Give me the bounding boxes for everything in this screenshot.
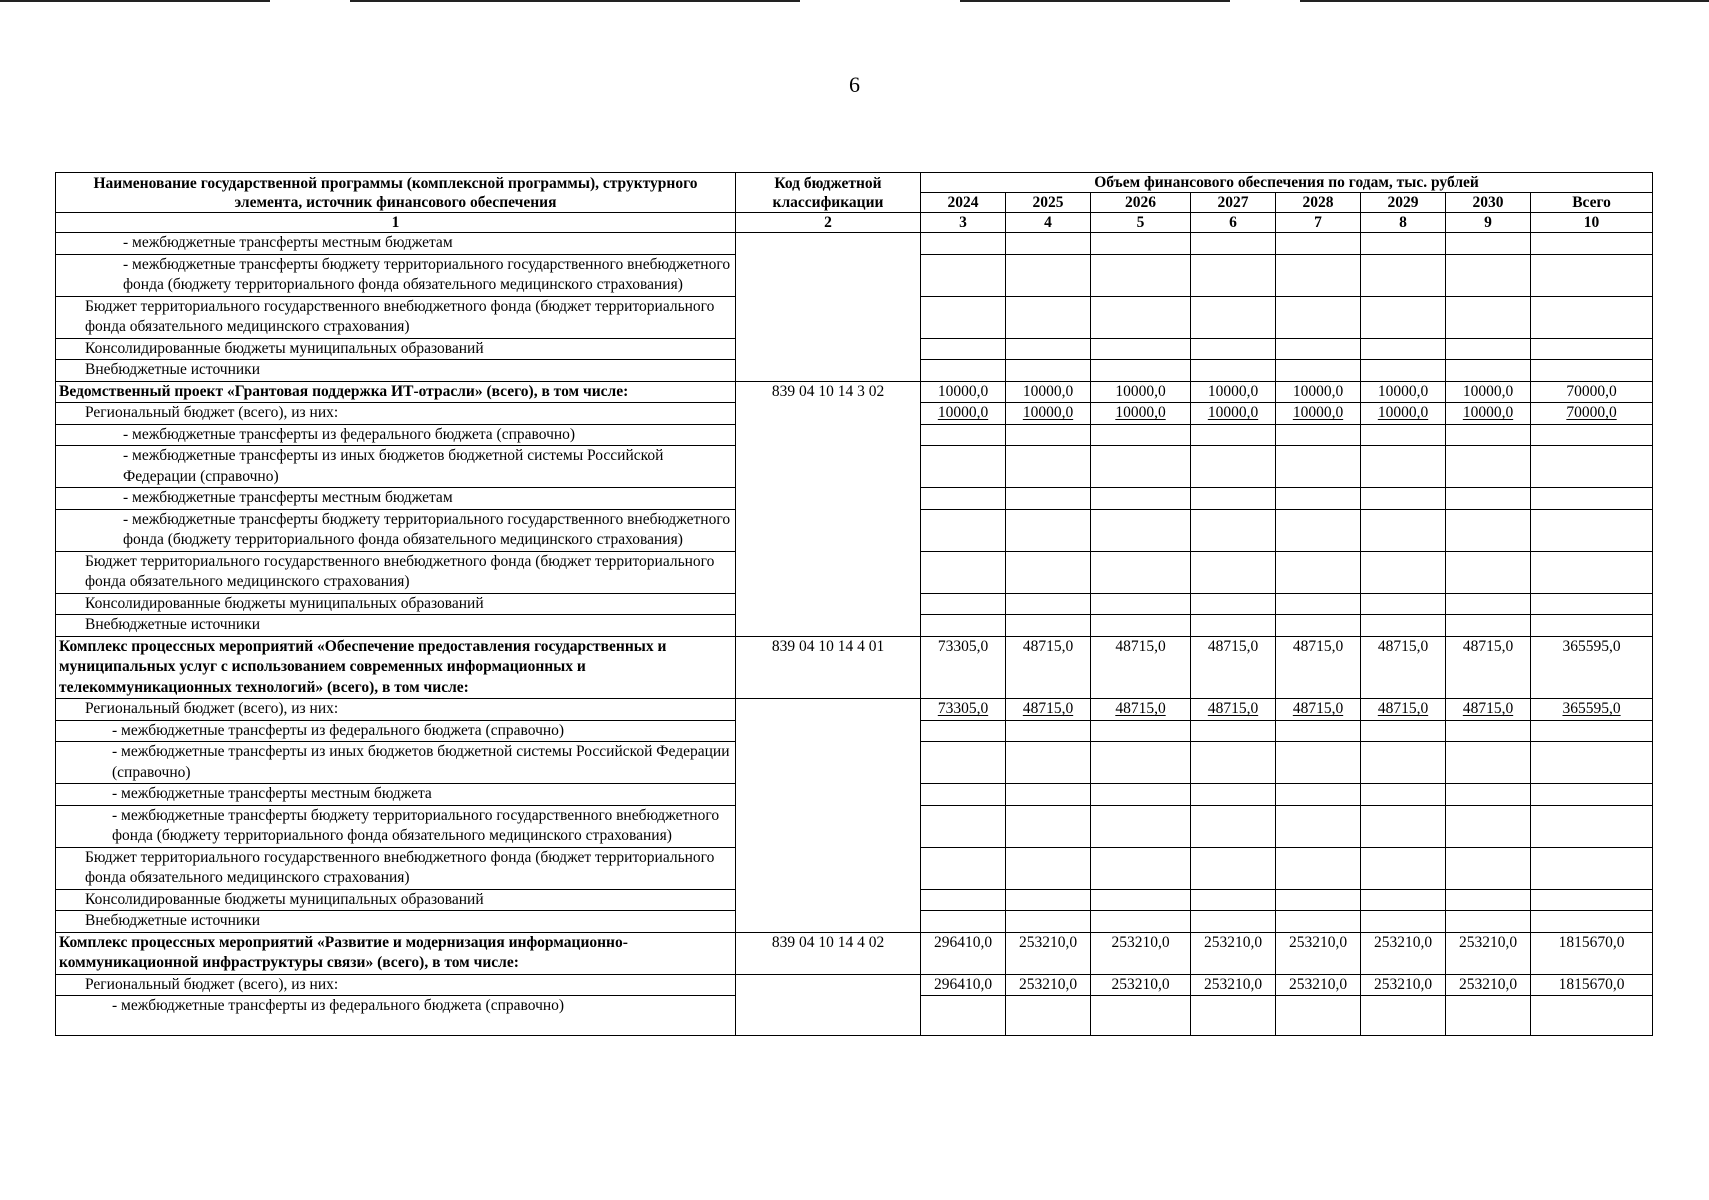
year-value <box>921 360 1006 382</box>
year-value <box>1446 742 1531 784</box>
total-value <box>1531 784 1653 806</box>
total-value <box>1531 424 1653 446</box>
year-value: 253210,0 <box>1276 974 1361 996</box>
year-value: 253210,0 <box>1361 974 1446 996</box>
year-value <box>1006 720 1091 742</box>
budget-code: 839 04 10 14 4 01 <box>736 636 921 699</box>
year-value <box>921 911 1006 933</box>
year-value: 253210,0 <box>1361 932 1446 974</box>
year-value: 73305,0 <box>921 699 1006 721</box>
year-value <box>1091 805 1191 847</box>
year-value <box>1276 338 1361 360</box>
total-value <box>1531 254 1653 296</box>
row-name: Региональный бюджет (всего), из них: <box>56 699 736 721</box>
year-value: 48715,0 <box>1091 636 1191 699</box>
year-value <box>1006 784 1091 806</box>
year-value <box>1361 551 1446 593</box>
column-number: 10 <box>1531 213 1653 233</box>
year-value <box>1361 424 1446 446</box>
year-value <box>1446 847 1531 889</box>
row-name: - межбюджетные трансферты из федерального бюджета (справочно) <box>56 720 736 742</box>
year-value <box>1446 784 1531 806</box>
year-value <box>1191 742 1276 784</box>
year-value <box>1006 615 1091 637</box>
header-total: Всего <box>1531 193 1653 213</box>
year-value <box>1006 424 1091 446</box>
year-value <box>1191 805 1276 847</box>
year-value <box>921 784 1006 806</box>
year-value: 253210,0 <box>1446 932 1531 974</box>
row-name: - межбюджетные трансферты из федерального бюджета (справочно) <box>56 996 736 1036</box>
year-value <box>1006 509 1091 551</box>
total-value: 1815670,0 <box>1531 974 1653 996</box>
row-name: Бюджет территориального государственного внебюджетного фонда (бюджет территориального фонда обязательного медицинского страхования) <box>56 847 736 889</box>
year-value <box>1091 509 1191 551</box>
total-value: 1815670,0 <box>1531 932 1653 974</box>
row-name: - межбюджетные трансферты местным бюджетам <box>56 488 736 510</box>
year-value <box>1191 296 1276 338</box>
year-value <box>1446 254 1531 296</box>
header-number-row <box>56 213 1653 233</box>
year-value <box>1091 996 1191 1036</box>
year-value: 48715,0 <box>1276 699 1361 721</box>
year-value <box>921 296 1006 338</box>
year-value <box>1191 720 1276 742</box>
year-value <box>921 424 1006 446</box>
row-name: Бюджет территориального государственного внебюджетного фонда (бюджет территориального фонда обязательного медицинского страхования) <box>56 551 736 593</box>
year-value: 10000,0 <box>1361 403 1446 425</box>
budget-code: 839 04 10 14 3 02 <box>736 381 921 636</box>
year-value <box>921 847 1006 889</box>
year-value <box>921 488 1006 510</box>
year-value <box>921 742 1006 784</box>
table-row <box>56 233 1653 255</box>
row-name: Региональный бюджет (всего), из них: <box>56 403 736 425</box>
table-row <box>56 381 1653 403</box>
page-number: 6 <box>849 72 860 97</box>
year-value <box>1091 615 1191 637</box>
year-value: 48715,0 <box>1446 636 1531 699</box>
year-value <box>1006 996 1091 1036</box>
year-value: 48715,0 <box>1361 699 1446 721</box>
year-value <box>1361 911 1446 933</box>
total-value <box>1531 847 1653 889</box>
year-value: 10000,0 <box>1191 381 1276 403</box>
year-value: 253210,0 <box>1276 932 1361 974</box>
total-value <box>1531 488 1653 510</box>
year-value <box>1006 296 1091 338</box>
year-value <box>1006 233 1091 255</box>
year-value <box>1006 488 1091 510</box>
year-value <box>1276 254 1361 296</box>
year-value <box>1091 742 1191 784</box>
year-value <box>1446 360 1531 382</box>
row-name: - межбюджетные трансферты местным бюджетам <box>56 233 736 255</box>
column-number: 8 <box>1361 213 1446 233</box>
row-name: - межбюджетные трансферты бюджету территориального государственного внебюджетного фонда (бюджету территориального фонда обязательного медицинского страхования) <box>56 254 736 296</box>
budget-code <box>736 699 921 933</box>
year-value <box>1006 551 1091 593</box>
year-value: 10000,0 <box>1361 381 1446 403</box>
year-value: 253210,0 <box>1006 974 1091 996</box>
year-value <box>921 446 1006 488</box>
year-value <box>1361 847 1446 889</box>
year-value <box>1091 254 1191 296</box>
year-value <box>921 805 1006 847</box>
column-number: 1 <box>56 213 736 233</box>
year-value: 48715,0 <box>1191 636 1276 699</box>
year-value <box>1091 296 1191 338</box>
header-year: 2026 <box>1091 193 1191 213</box>
year-value: 10000,0 <box>1276 403 1361 425</box>
year-value: 10000,0 <box>1191 403 1276 425</box>
year-value: 48715,0 <box>1446 699 1531 721</box>
year-value <box>1361 996 1446 1036</box>
row-name: Консолидированные бюджеты муниципальных образований <box>56 593 736 615</box>
year-value <box>1446 233 1531 255</box>
year-value: 48715,0 <box>1361 636 1446 699</box>
year-value <box>1091 847 1191 889</box>
year-value <box>1276 551 1361 593</box>
total-value <box>1531 615 1653 637</box>
year-value <box>1191 996 1276 1036</box>
year-value: 10000,0 <box>1446 403 1531 425</box>
year-value <box>1361 233 1446 255</box>
year-value <box>1191 615 1276 637</box>
column-number: 3 <box>921 213 1006 233</box>
table-row <box>56 932 1653 974</box>
year-value <box>1276 996 1361 1036</box>
column-number: 6 <box>1191 213 1276 233</box>
row-name: - межбюджетные трансферты из иных бюджетов бюджетной системы Российской Федерации (справочно) <box>56 446 736 488</box>
column-number: 9 <box>1446 213 1531 233</box>
year-value <box>1191 889 1276 911</box>
row-name: Внебюджетные источники <box>56 360 736 382</box>
header-name-column: Наименование государственной программы (комплексной программы), структурного элемента, источник финансового обеспечения <box>56 173 736 213</box>
scan-edge-line <box>1300 0 1709 2</box>
year-value <box>921 338 1006 360</box>
year-value <box>1361 296 1446 338</box>
year-value <box>1276 424 1361 446</box>
year-value <box>1276 233 1361 255</box>
year-value <box>1361 742 1446 784</box>
year-value <box>1276 296 1361 338</box>
year-value: 253210,0 <box>1191 974 1276 996</box>
header-year: 2025 <box>1006 193 1091 213</box>
year-value <box>1191 509 1276 551</box>
year-value <box>1276 509 1361 551</box>
year-value <box>1191 847 1276 889</box>
total-value <box>1531 911 1653 933</box>
year-value <box>1191 911 1276 933</box>
scan-edge-line <box>960 0 1230 2</box>
row-name: - межбюджетные трансферты из федерального бюджета (справочно) <box>56 424 736 446</box>
year-value: 10000,0 <box>1091 403 1191 425</box>
year-value <box>1446 488 1531 510</box>
year-value <box>1361 446 1446 488</box>
year-value <box>1276 889 1361 911</box>
year-value <box>921 233 1006 255</box>
row-name: Комплекс процессных мероприятий «Развитие и модернизация информационно-коммуникационной инфраструктуры связи» (всего), в том числе: <box>56 932 736 974</box>
year-value <box>1006 742 1091 784</box>
year-value <box>1191 488 1276 510</box>
budget-code <box>736 233 921 382</box>
year-value <box>921 615 1006 637</box>
column-number: 2 <box>736 213 921 233</box>
year-value: 48715,0 <box>1191 699 1276 721</box>
row-name: Внебюджетные источники <box>56 615 736 637</box>
year-value <box>1091 911 1191 933</box>
year-value <box>1006 360 1091 382</box>
year-value <box>1361 889 1446 911</box>
row-name: Консолидированные бюджеты муниципальных образований <box>56 889 736 911</box>
year-value <box>1006 338 1091 360</box>
total-value <box>1531 446 1653 488</box>
year-value <box>921 889 1006 911</box>
total-value: 365595,0 <box>1531 699 1653 721</box>
scan-edge-line <box>0 0 270 2</box>
row-name: Комплекс процессных мероприятий «Обеспечение предоставления государственных и муниципальных услуг с использованием современных информационных и телекоммуникационных технологий» (всего), в том числе: <box>56 636 736 699</box>
year-value: 253210,0 <box>1091 932 1191 974</box>
table-row <box>56 974 1653 996</box>
row-name: - межбюджетные трансферты местным бюджета <box>56 784 736 806</box>
year-value <box>1006 911 1091 933</box>
total-value <box>1531 233 1653 255</box>
year-value <box>921 509 1006 551</box>
year-value <box>1006 593 1091 615</box>
year-value: 48715,0 <box>1091 699 1191 721</box>
total-value <box>1531 720 1653 742</box>
column-number: 7 <box>1276 213 1361 233</box>
total-value: 70000,0 <box>1531 381 1653 403</box>
year-value <box>1361 805 1446 847</box>
year-value <box>1091 360 1191 382</box>
year-value <box>1191 424 1276 446</box>
year-value <box>1276 720 1361 742</box>
header-year: 2027 <box>1191 193 1276 213</box>
scan-edge-line <box>350 0 800 2</box>
total-value <box>1531 509 1653 551</box>
year-value <box>1191 593 1276 615</box>
year-value <box>1091 593 1191 615</box>
year-value <box>1091 424 1191 446</box>
total-value: 365595,0 <box>1531 636 1653 699</box>
year-value <box>1446 338 1531 360</box>
total-value: 70000,0 <box>1531 403 1653 425</box>
header-code-column: Код бюджетной классификации <box>736 173 921 213</box>
budget-code: 839 04 10 14 4 02 <box>736 932 921 974</box>
year-value <box>1091 446 1191 488</box>
table-body <box>56 233 1653 1036</box>
year-value <box>1006 446 1091 488</box>
year-value <box>1191 233 1276 255</box>
row-name: - межбюджетные трансферты из иных бюджетов бюджетной системы Российской Федерации (справочно) <box>56 742 736 784</box>
year-value <box>1446 509 1531 551</box>
year-value: 48715,0 <box>1276 636 1361 699</box>
year-value: 253210,0 <box>1191 932 1276 974</box>
year-value <box>1361 360 1446 382</box>
year-value <box>1276 847 1361 889</box>
year-value <box>921 254 1006 296</box>
total-value <box>1531 805 1653 847</box>
year-value <box>1006 254 1091 296</box>
year-value <box>1446 446 1531 488</box>
year-value: 253210,0 <box>1006 932 1091 974</box>
year-value: 10000,0 <box>921 403 1006 425</box>
header-year: 2028 <box>1276 193 1361 213</box>
year-value <box>1446 551 1531 593</box>
header-years-group: Объем финансового обеспечения по годам, тыс. рублей <box>921 173 1653 193</box>
year-value <box>1191 446 1276 488</box>
year-value <box>1091 488 1191 510</box>
year-value: 10000,0 <box>1006 381 1091 403</box>
row-name: Консолидированные бюджеты муниципальных образований <box>56 338 736 360</box>
header-year: 2024 <box>921 193 1006 213</box>
year-value: 10000,0 <box>921 381 1006 403</box>
year-value <box>1446 889 1531 911</box>
year-value <box>1276 805 1361 847</box>
year-value: 296410,0 <box>921 974 1006 996</box>
financing-table-wrapper <box>55 172 1653 1036</box>
year-value <box>1446 296 1531 338</box>
year-value <box>1276 488 1361 510</box>
year-value <box>1191 360 1276 382</box>
year-value <box>1276 593 1361 615</box>
year-value <box>1361 593 1446 615</box>
year-value <box>921 996 1006 1036</box>
year-value: 296410,0 <box>921 932 1006 974</box>
row-name: Бюджет территориального государственного внебюджетного фонда (бюджет территориального фонда обязательного медицинского страхования) <box>56 296 736 338</box>
year-value: 253210,0 <box>1446 974 1531 996</box>
year-value <box>1361 509 1446 551</box>
total-value <box>1531 996 1653 1036</box>
year-value <box>1091 338 1191 360</box>
financing-table <box>55 172 1653 1036</box>
year-value <box>1091 551 1191 593</box>
year-value: 10000,0 <box>1446 381 1531 403</box>
row-name: Ведомственный проект «Грантовая поддержка ИТ-отрасли» (всего), в том числе: <box>56 381 736 403</box>
year-value: 48715,0 <box>1006 636 1091 699</box>
year-value <box>1361 615 1446 637</box>
year-value: 48715,0 <box>1006 699 1091 721</box>
year-value <box>1276 615 1361 637</box>
column-number: 4 <box>1006 213 1091 233</box>
year-value <box>1006 847 1091 889</box>
year-value <box>1446 593 1531 615</box>
row-name: - межбюджетные трансферты бюджету территориального государственного внебюджетного фонда (бюджету территориального фонда обязательного медицинского страхования) <box>56 509 736 551</box>
year-value <box>1361 488 1446 510</box>
year-value <box>1006 889 1091 911</box>
year-value <box>1091 233 1191 255</box>
year-value <box>1276 446 1361 488</box>
year-value <box>1446 996 1531 1036</box>
year-value: 253210,0 <box>1091 974 1191 996</box>
year-value <box>1091 720 1191 742</box>
header-year: 2029 <box>1361 193 1446 213</box>
year-value <box>1446 911 1531 933</box>
year-value <box>1361 784 1446 806</box>
year-value <box>921 551 1006 593</box>
total-value <box>1531 593 1653 615</box>
year-value <box>921 593 1006 615</box>
total-value <box>1531 551 1653 593</box>
year-value <box>1006 805 1091 847</box>
row-name: - межбюджетные трансферты бюджету территориального государственного внебюджетного фонда (бюджету территориального фонда обязательного медицинского страхования) <box>56 805 736 847</box>
total-value <box>1531 296 1653 338</box>
year-value <box>1191 784 1276 806</box>
row-name: Региональный бюджет (всего), из них: <box>56 974 736 996</box>
year-value <box>1191 338 1276 360</box>
year-value: 10000,0 <box>1006 403 1091 425</box>
year-value <box>1361 720 1446 742</box>
header-year: 2030 <box>1446 193 1531 213</box>
total-value <box>1531 360 1653 382</box>
year-value <box>1276 911 1361 933</box>
year-value <box>1191 254 1276 296</box>
table-row <box>56 636 1653 699</box>
year-value <box>1361 338 1446 360</box>
table-row <box>56 699 1653 721</box>
year-value <box>1446 424 1531 446</box>
year-value: 73305,0 <box>921 636 1006 699</box>
year-value <box>921 720 1006 742</box>
total-value <box>1531 742 1653 784</box>
year-value <box>1276 784 1361 806</box>
table-header <box>56 173 1653 233</box>
year-value: 10000,0 <box>1091 381 1191 403</box>
year-value <box>1091 784 1191 806</box>
year-value <box>1276 742 1361 784</box>
year-value <box>1446 615 1531 637</box>
year-value: 10000,0 <box>1276 381 1361 403</box>
year-value <box>1091 889 1191 911</box>
total-value <box>1531 338 1653 360</box>
budget-code <box>736 974 921 1036</box>
total-value <box>1531 889 1653 911</box>
column-number: 5 <box>1091 213 1191 233</box>
row-name: Внебюджетные источники <box>56 911 736 933</box>
year-value <box>1446 805 1531 847</box>
year-value <box>1191 551 1276 593</box>
year-value <box>1276 360 1361 382</box>
year-value <box>1446 720 1531 742</box>
year-value <box>1361 254 1446 296</box>
